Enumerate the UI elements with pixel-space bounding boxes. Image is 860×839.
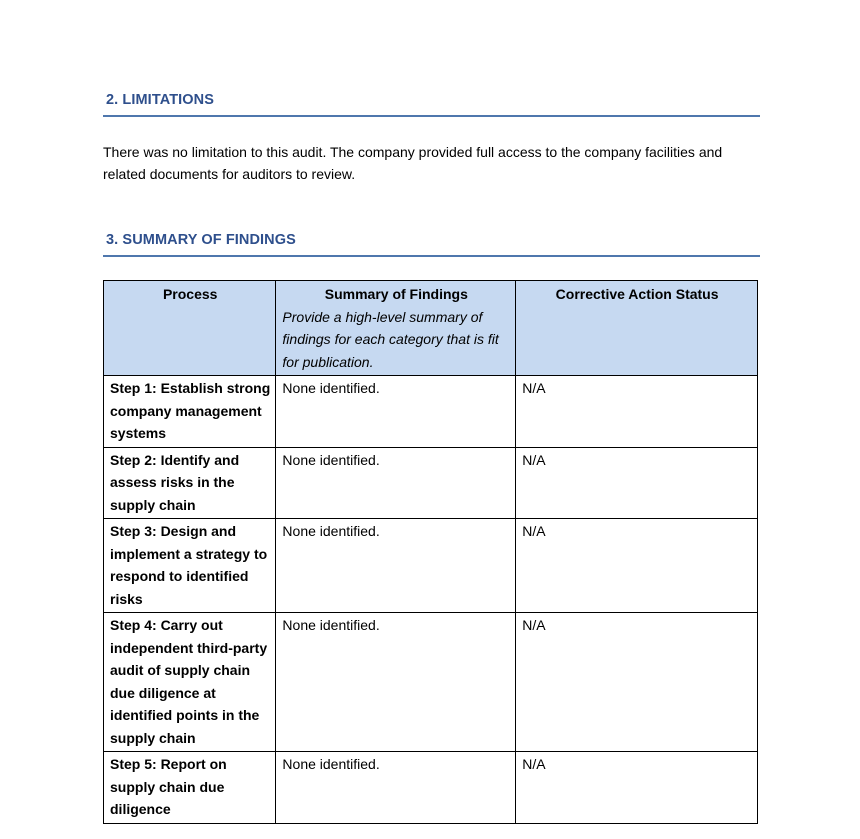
table-header-row xyxy=(104,281,758,376)
status-cell: N/A xyxy=(516,752,758,824)
status-cell: N/A xyxy=(516,447,758,519)
status-cell: N/A xyxy=(516,613,758,752)
status-cell: N/A xyxy=(516,519,758,613)
process-cell: Step 4: Carry out independent third-party audit of supply chain due diligence at identified points in the supply chain xyxy=(104,613,276,752)
limitations-paragraph: There was no limitation to this audit. The company provided full access to the company facilities and related documents for auditors to review. xyxy=(103,144,723,182)
process-cell: Step 5: Report on supply chain due diligence xyxy=(104,752,276,824)
table-row xyxy=(104,376,758,448)
header-corrective-action-status: Corrective Action Status xyxy=(516,281,758,376)
table-row xyxy=(104,613,758,752)
summary-cell: None identified. xyxy=(276,376,516,448)
process-cell: Step 3: Design and implement a strategy to respond to identified risks xyxy=(104,519,276,613)
summary-cell: None identified. xyxy=(276,752,516,824)
header-process: Process xyxy=(104,281,276,376)
summary-of-findings-heading: 3. SUMMARY OF FINDINGS xyxy=(103,232,760,257)
table-row xyxy=(104,519,758,613)
status-cell: N/A xyxy=(516,376,758,448)
table-row xyxy=(104,447,758,519)
summary-cell: None identified. xyxy=(276,613,516,752)
header-summary-of-findings xyxy=(276,281,516,376)
summary-cell: None identified. xyxy=(276,519,516,613)
process-cell: Step 1: Establish strong company management systems xyxy=(104,376,276,448)
summary-cell: None identified. xyxy=(276,447,516,519)
header-summary-note: Provide a high-level summary of findings for each category that is fit for publication. xyxy=(282,308,499,370)
findings-table xyxy=(103,280,758,824)
table-row xyxy=(104,752,758,824)
process-cell: Step 2: Identify and assess risks in the supply chain xyxy=(104,447,276,519)
limitations-heading: 2. LIMITATIONS xyxy=(103,92,760,117)
header-summary-label: Summary of Findings xyxy=(324,286,468,302)
